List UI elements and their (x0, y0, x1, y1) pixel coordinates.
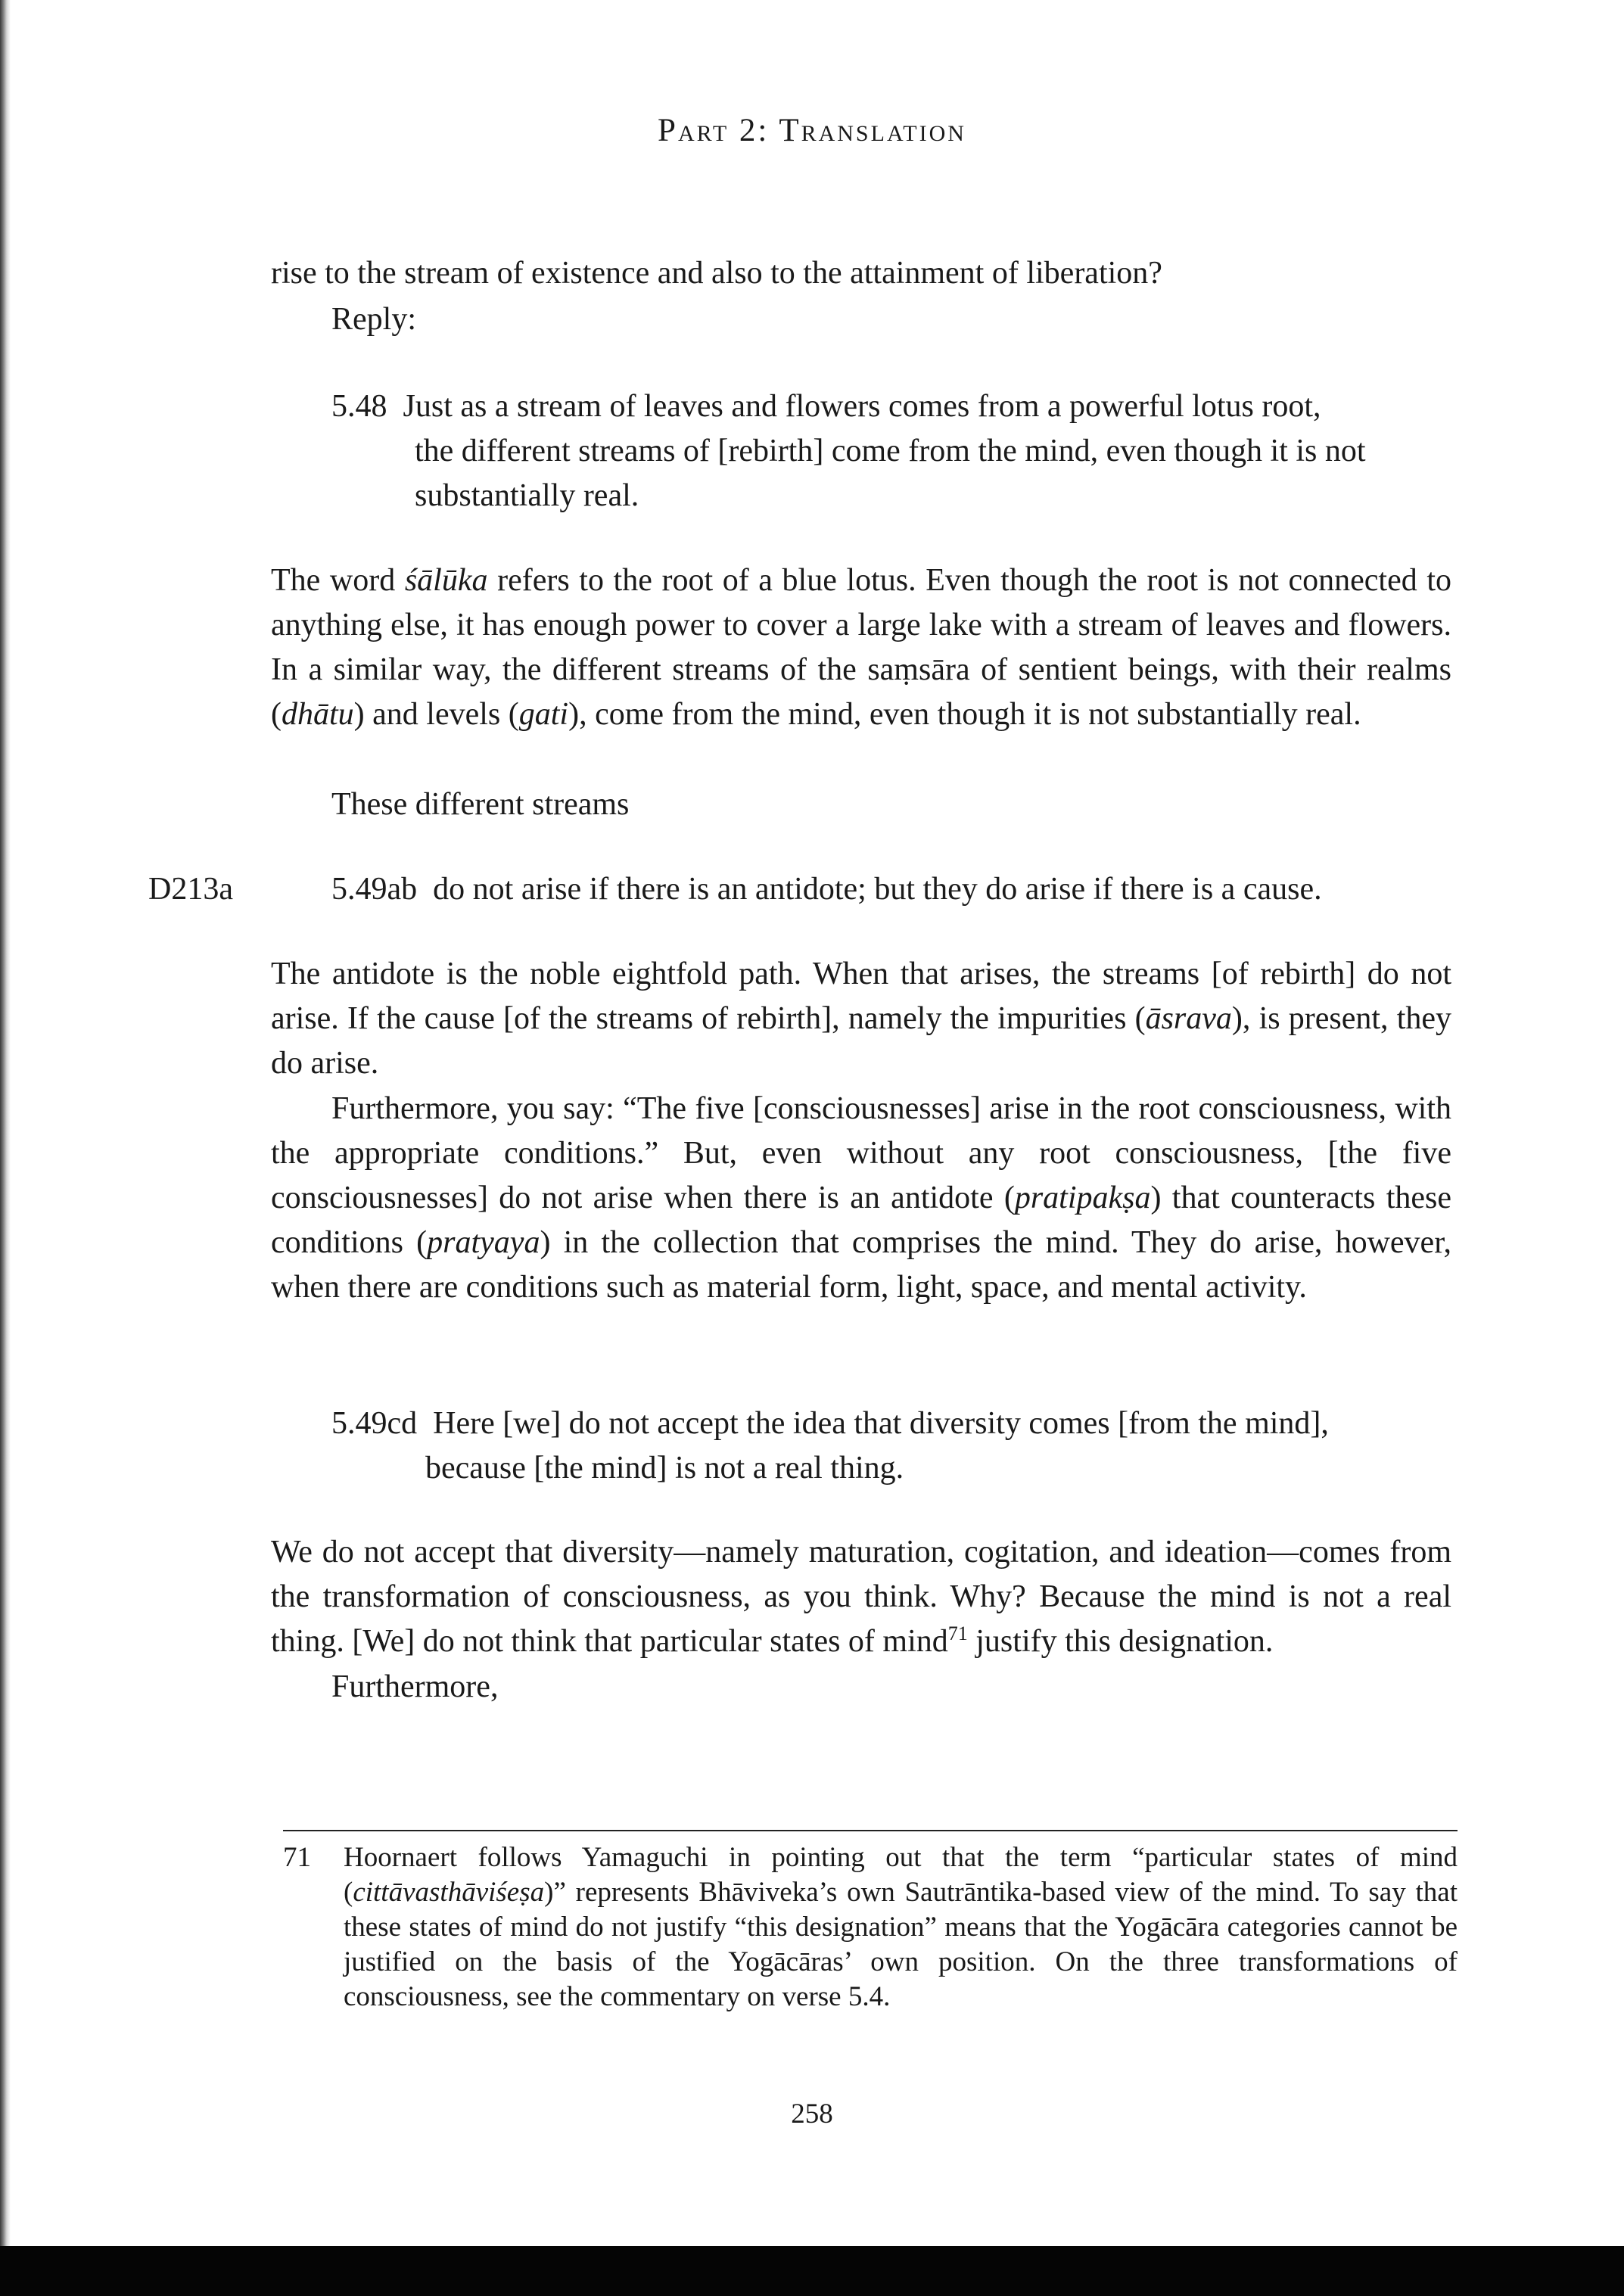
verse-number: 5.48 (331, 389, 387, 424)
verse-line: do not arise if there is an antidote; but they do arise if there is a cause. (433, 872, 1322, 907)
verse-line: Here [we] do not accept the idea that diversity comes [from the mind], (433, 1406, 1329, 1441)
verse-5-49cd (331, 1402, 1421, 1491)
reply-label: Reply: (331, 302, 416, 337)
paragraph-continuation: rise to the stream of existence and also to the attainment of liberation? (271, 256, 1162, 291)
footnote-71 (283, 1840, 1458, 2014)
term-cittavasthavisesa: cittāvasthāviśeṣa (353, 1877, 545, 1908)
footnote-reference[interactable]: 71 (947, 1622, 968, 1644)
term-dhatu: dhātu (282, 697, 354, 732)
verse-5-49ab (331, 867, 1421, 912)
paragraph-these-streams: These different streams (331, 787, 630, 822)
term-saluka: śālūka (404, 563, 488, 598)
page-left-edge (0, 0, 11, 2296)
paragraph-saluka: The word śālūka refers to the root of a blue lotus. Even though the root is not connected to anything else, it has enough power to cover a large lake with a stream of leaves and flowers. In a similar way, the different streams of the saṃsāra of sentient beings, with their realms (dhātu) and levels (gati), come from the mind, even though it is not substantially real. (271, 563, 1451, 732)
margin-reference: D213a (148, 872, 233, 907)
verse-continuation: because [the mind] is not a real thing. (425, 1451, 904, 1486)
paragraph-furthermore: Furthermore, you say: “The five [consciousnesses] arise in the root consciousness, with the appropriate conditions.” But, even without any root consciousness, [the five consciousnesses] do not arise when there is an antidote (pratipakṣa) that counteracts these conditions (pratyaya) in the collection that comprises the mind. They do arise, however, when there are conditions such as material form, light, space, and mental activity. (271, 1091, 1452, 1305)
paragraph-furthermore-2: Furthermore, (331, 1669, 499, 1704)
footnote-number: 71 (283, 1842, 311, 1873)
scan-bottom-edge (0, 2246, 1624, 2296)
term-asrava: āsrava (1145, 1001, 1232, 1036)
paragraph-diversity: We do not accept that diversity—namely maturation, cogitation, and ideation—comes from the transformation of consciousness, as you think. Why? Because the mind is not a real thing. [We] do not think that particular states of mind$^{71}$ justify this designation. (271, 1535, 1451, 1659)
footnote-divider (283, 1830, 1458, 1831)
verse-5-48 (331, 384, 1421, 518)
term-pratyaya: pratyaya (427, 1225, 540, 1260)
verse-continuation: the different streams of [rebirth] come from the mind, even though it is not substantially real. (415, 434, 1366, 513)
term-gati: gati (518, 697, 569, 732)
verse-number: 5.49ab (331, 872, 418, 907)
term-pratipaksa: pratipakṣa (1014, 1181, 1151, 1215)
page-number: 258 (791, 2098, 833, 2130)
verse-line: Just as a stream of leaves and flowers comes from a powerful lotus root, (403, 389, 1321, 424)
footnote-text: Hoornaert follows Yamaguchi in pointing out that the term “particular states of mind (cittāvasthāviśeṣa)” represents Bhāviveka’s own Sautrāntika-based view of the mind. To say that these states of mind do not justify “this designation” means that the Yogācāra categories cannot be justified on the basis of the Yogācāras’ own position. On the three transformations of consciousness, see the commentary on verse 5.4. (344, 1842, 1458, 2012)
paragraph-antidote: The antidote is the noble eightfold path. When that arises, the streams [of rebirth] do not arise. If the cause [of the streams of rebirth], namely the impurities (āsrava), is present, they do arise. (271, 957, 1452, 1081)
verse-number: 5.49cd (331, 1406, 418, 1441)
running-head: Part 2: Translation (658, 113, 966, 148)
